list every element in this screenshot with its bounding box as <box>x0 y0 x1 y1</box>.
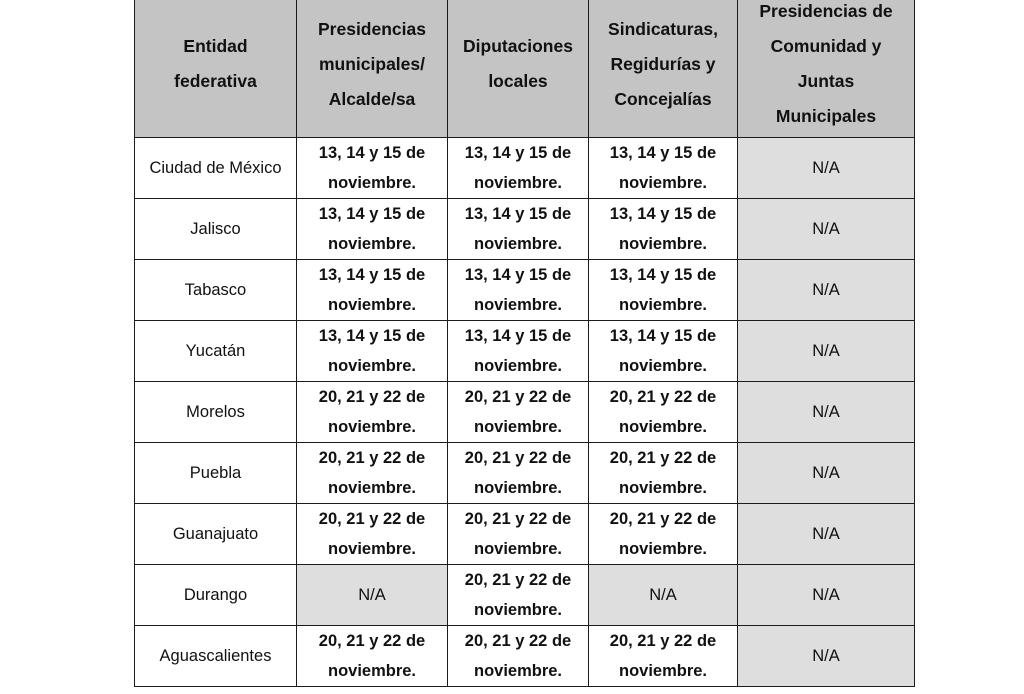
table-row <box>135 626 915 687</box>
cell-comunidad: N/A <box>738 138 915 199</box>
cell-entidad: Aguascalientes <box>135 626 297 687</box>
header-sindicaturas: Sindicaturas, Regidurías y Concejalías <box>589 0 738 138</box>
cell-sindicaturas: 20, 21 y 22 de noviembre. <box>589 382 738 443</box>
table-row <box>135 138 915 199</box>
cell-comunidad: N/A <box>738 382 915 443</box>
cell-diputaciones: 13, 14 y 15 de noviembre. <box>448 321 589 382</box>
cell-diputaciones: 13, 14 y 15 de noviembre. <box>448 199 589 260</box>
cell-comunidad: N/A <box>738 565 915 626</box>
cell-sindicaturas: 20, 21 y 22 de noviembre. <box>589 504 738 565</box>
cell-entidad: Puebla <box>135 443 297 504</box>
header-presidencias: Presidencias municipales/ Alcalde/sa <box>297 0 448 138</box>
cell-comunidad: N/A <box>738 260 915 321</box>
cell-diputaciones: 20, 21 y 22 de noviembre. <box>448 443 589 504</box>
table-row <box>135 382 915 443</box>
cell-sindicaturas: 13, 14 y 15 de noviembre. <box>589 199 738 260</box>
cell-entidad: Yucatán <box>135 321 297 382</box>
cell-comunidad: N/A <box>738 626 915 687</box>
cell-sindicaturas: N/A <box>589 565 738 626</box>
cell-comunidad: N/A <box>738 443 915 504</box>
table-row <box>135 504 915 565</box>
cell-presidencias: 20, 21 y 22 de noviembre. <box>297 504 448 565</box>
cell-presidencias: 13, 14 y 15 de noviembre. <box>297 260 448 321</box>
cell-sindicaturas: 13, 14 y 15 de noviembre. <box>589 321 738 382</box>
header-row <box>135 0 915 138</box>
cell-sindicaturas: 20, 21 y 22 de noviembre. <box>589 443 738 504</box>
table-row <box>135 443 915 504</box>
cell-comunidad: N/A <box>738 321 915 382</box>
cell-entidad: Jalisco <box>135 199 297 260</box>
cell-presidencias: 13, 14 y 15 de noviembre. <box>297 138 448 199</box>
cell-diputaciones: 20, 21 y 22 de noviembre. <box>448 382 589 443</box>
cell-diputaciones: 20, 21 y 22 de noviembre. <box>448 504 589 565</box>
cell-entidad: Durango <box>135 565 297 626</box>
cell-diputaciones: 13, 14 y 15 de noviembre. <box>448 260 589 321</box>
table-row <box>135 321 915 382</box>
cell-presidencias: 20, 21 y 22 de noviembre. <box>297 443 448 504</box>
cell-comunidad: N/A <box>738 199 915 260</box>
table-row <box>135 260 915 321</box>
cell-sindicaturas: 13, 14 y 15 de noviembre. <box>589 138 738 199</box>
cell-presidencias: 20, 21 y 22 de noviembre. <box>297 626 448 687</box>
cell-diputaciones: 13, 14 y 15 de noviembre. <box>448 138 589 199</box>
cell-entidad: Guanajuato <box>135 504 297 565</box>
cell-presidencias: N/A <box>297 565 448 626</box>
elections-table <box>134 0 915 687</box>
cell-comunidad: N/A <box>738 504 915 565</box>
cell-sindicaturas: 13, 14 y 15 de noviembre. <box>589 260 738 321</box>
cell-diputaciones: 20, 21 y 22 de noviembre. <box>448 626 589 687</box>
header-diputaciones: Diputaciones locales <box>448 0 589 138</box>
cell-entidad: Tabasco <box>135 260 297 321</box>
header-comunidad: Presidencias de Comunidad y Juntas Municipales <box>738 0 915 138</box>
cell-presidencias: 13, 14 y 15 de noviembre. <box>297 321 448 382</box>
table-row <box>135 199 915 260</box>
cell-sindicaturas: 20, 21 y 22 de noviembre. <box>589 626 738 687</box>
cell-presidencias: 20, 21 y 22 de noviembre. <box>297 382 448 443</box>
cell-presidencias: 13, 14 y 15 de noviembre. <box>297 199 448 260</box>
table-body <box>135 138 915 687</box>
cell-diputaciones: 20, 21 y 22 de noviembre. <box>448 565 589 626</box>
table-row <box>135 565 915 626</box>
header-entidad: Entidad federativa <box>135 0 297 138</box>
cell-entidad: Morelos <box>135 382 297 443</box>
cell-entidad: Ciudad de México <box>135 138 297 199</box>
